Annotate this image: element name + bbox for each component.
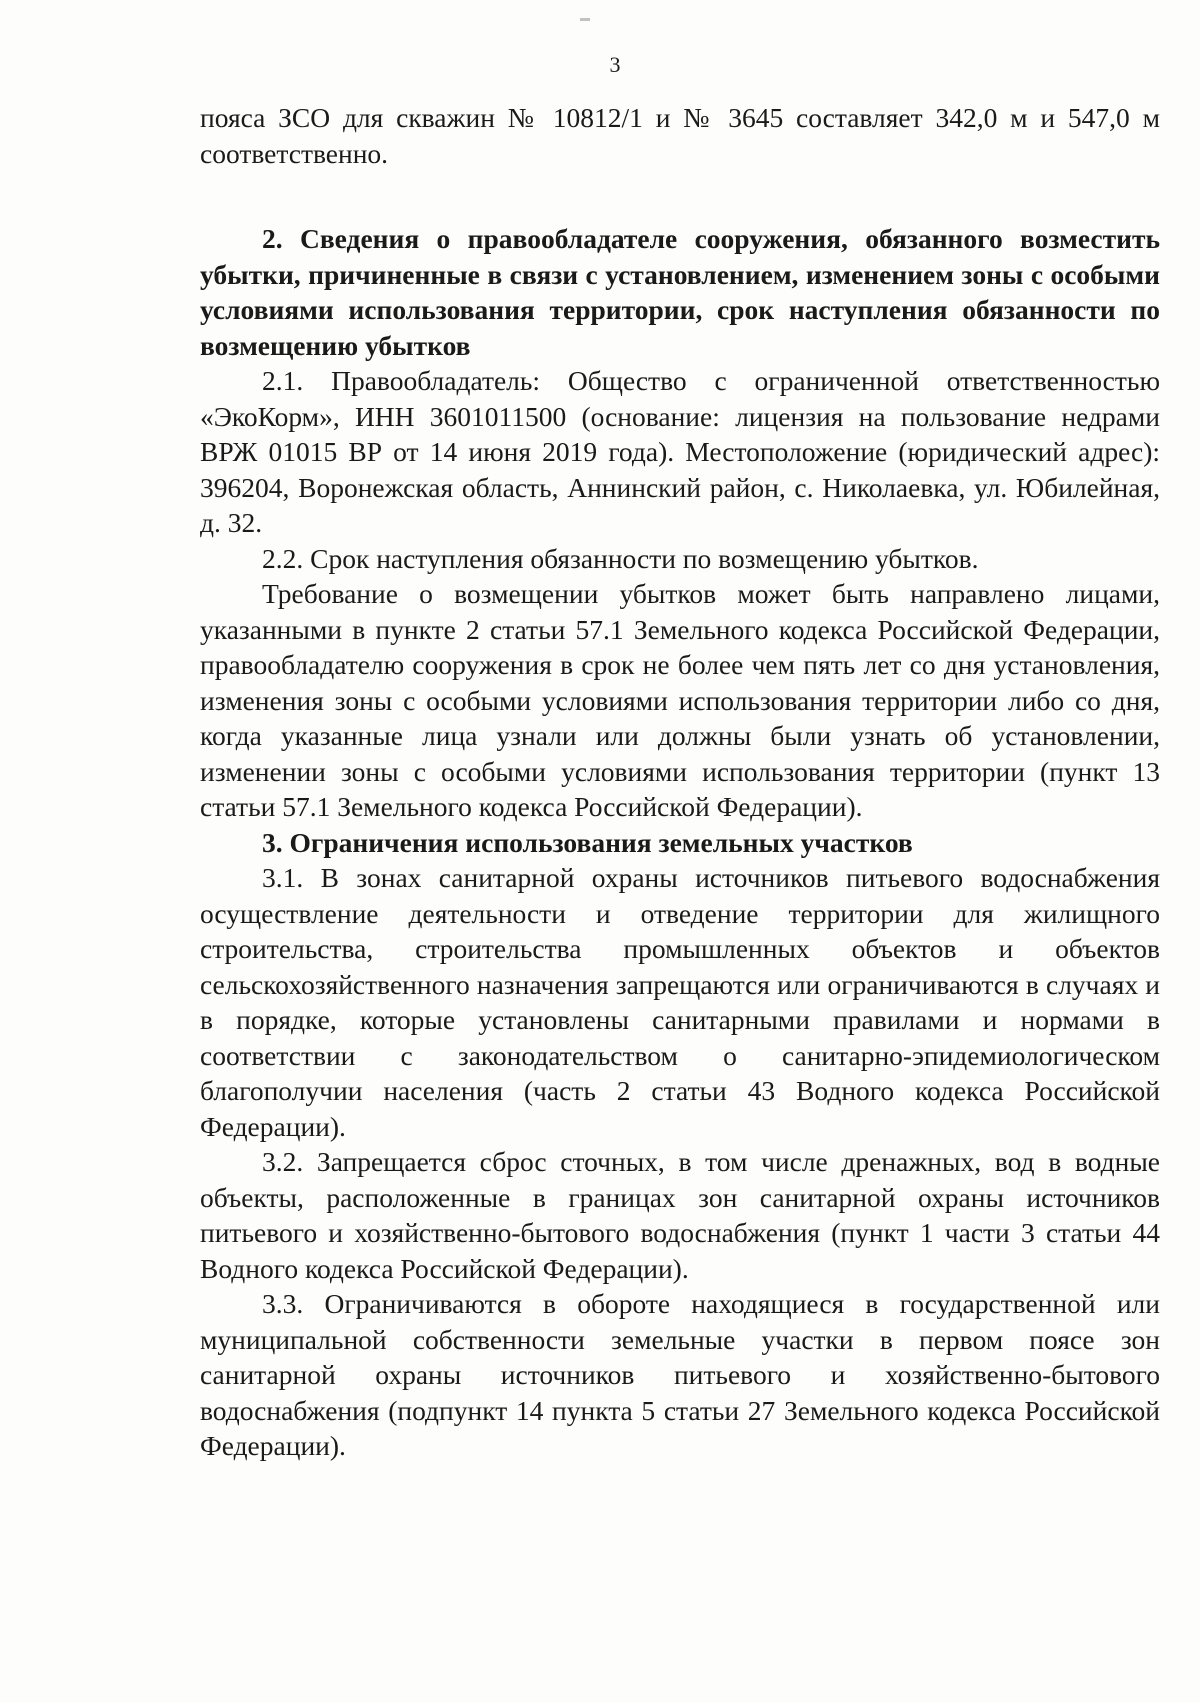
section-3-heading: 3. Ограничения использования земельных участков bbox=[262, 826, 913, 858]
document-body bbox=[200, 100, 1160, 1464]
scan-artifact bbox=[580, 18, 590, 21]
paragraph-2-1: 2.1. Правообладатель: Общество с ограниченной ответственностью «ЭкоКорм», ИНН 3601011500 (основание: лицензия на пользование недрами ВРЖ 01015 ВР от 14 июня 2019 года). Местоположение (юридический адрес): 396204, Воронежская область, Аннинский район, с. Николаевка, ул. Юбилейная, д. 32. bbox=[200, 365, 1160, 538]
paragraph-2-2: 2.2. Срок наступления обязанности по возмещению убытков. bbox=[262, 542, 979, 574]
section-2-heading: 2. Сведения о правообладателе сооружения, обязанного возместить убытки, причиненные в связи с установлением, изменением зоны с особыми условиями использования территории, срок наступления обязанности по возмещению убытков bbox=[200, 223, 1160, 361]
page-number: 3 bbox=[609, 52, 621, 77]
intro-paragraph: пояса ЗСО для скважин № 10812/1 и № 3645 составляет 342,0 м и 547,0 м соответственно. bbox=[200, 102, 1160, 169]
paragraph-2-2-body: Требование о возмещении убытков может быть направлено лицами, указанными в пункте 2 статьи 57.1 Земельного кодекса Российской Федерации, правообладателю сооружения в срок не более чем пять лет со дня установления, изменения зоны с особыми условиями использования территории либо со дня, когда указанные лица узнали или должны были узнать об установлении, изменении зоны с особыми условиями использования территории (пункт 13 статьи 57.1 Земельного кодекса Российской Федерации). bbox=[200, 578, 1160, 822]
paragraph-3-3: 3.3. Ограничиваются в обороте находящиеся в государственной или муниципальной собственности земельные участки в первом поясе зон санитарной охраны источников питьевого и хозяйственно-бытового водоснабжения (подпункт 14 пункта 5 статьи 27 Земельного кодекса Российской Федерации). bbox=[200, 1288, 1160, 1461]
paragraph-3-2: 3.2. Запрещается сброс сточных, в том числе дренажных, вод в водные объекты, расположенные в границах зон санитарной охраны источников питьевого и хозяйственно-бытового водоснабжения (пункт 1 части 3 статьи 44 Водного кодекса Российской Федерации). bbox=[200, 1146, 1160, 1284]
paragraph-3-1: 3.1. В зонах санитарной охраны источников питьевого водоснабжения осуществление деятельности и отведение территории для жилищного строительства, строительства промышленных объектов и объектов сельскохозяйственного назначения запрещаются или ограничиваются в случаях и в порядке, которые установлены санитарными правилами и нормами в соответствии с законодательством о санитарно-эпидемиологическом благополучии населения (часть 2 статьи 43 Водного кодекса Российской Федерации). bbox=[200, 862, 1160, 1142]
